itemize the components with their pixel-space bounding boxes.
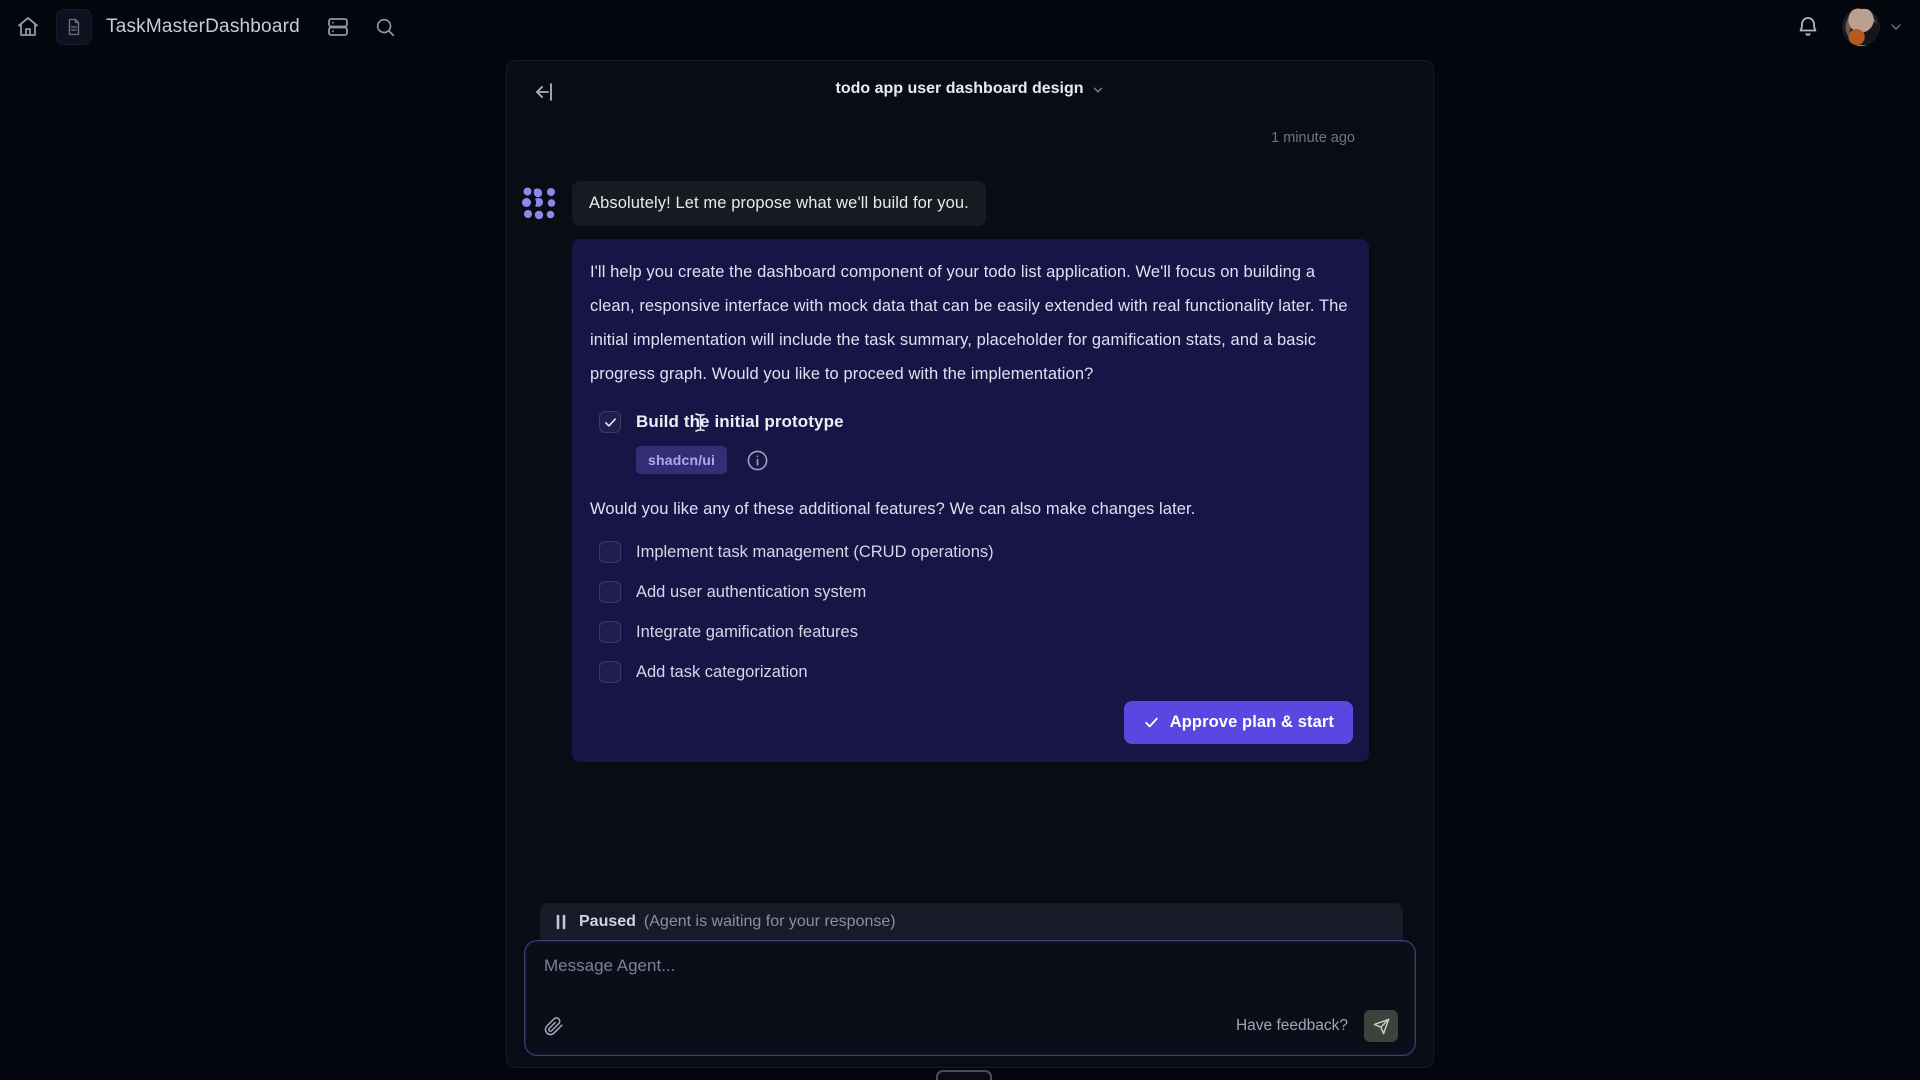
primary-task-checkbox[interactable] [599,411,621,433]
database-stack-icon[interactable] [326,15,350,39]
status-detail: (Agent is waiting for your response) [643,913,896,930]
primary-task-label: Build the initial prototype [636,412,844,431]
home-icon[interactable] [16,15,40,39]
checkmark-icon [603,415,618,430]
option-row-task-management [599,541,1353,563]
agent-message-row [521,181,986,226]
framework-badge[interactable]: shadcn/ui [636,446,727,474]
chat-title-chevron-down-icon [1091,83,1105,97]
info-icon[interactable] [746,449,769,472]
primary-task-row [588,411,1353,433]
user-avatar[interactable] [1842,8,1880,46]
option-checkbox[interactable] [599,621,621,643]
mouse-cursor [695,413,706,432]
topbar [0,0,1920,54]
agent-logo-icon [521,185,557,221]
approve-row [588,701,1353,744]
option-checkbox[interactable] [599,581,621,603]
pause-icon [554,914,568,930]
agent-chat-panel [506,60,1434,1068]
approve-plan-button[interactable] [1124,701,1353,744]
option-label: Implement task management (CRUD operations) [636,542,994,561]
option-checkbox[interactable] [599,541,621,563]
option-row-gamification [599,621,1353,643]
send-paper-plane-icon [1373,1018,1390,1035]
composer-toolbar [544,1010,1398,1042]
checkmark-icon [1143,714,1160,731]
file-icon[interactable] [56,9,92,45]
option-label: Add user authentication system [636,582,867,601]
status-state: Paused [579,913,636,930]
message-input[interactable] [544,956,1398,976]
send-button[interactable] [1364,1010,1398,1042]
chat-header [507,61,1433,125]
account-chevron-down-icon[interactable] [1888,19,1904,35]
panel-resize-handle[interactable] [936,1070,992,1080]
option-label: Add task categorization [636,662,808,681]
app-title: TaskMasterDashboard [106,16,300,37]
approve-plan-label: Approve plan & start [1169,713,1334,731]
option-checkbox[interactable] [599,661,621,683]
agent-message-bubble: Absolutely! Let me propose what we'll build for you. [572,181,986,226]
plan-question-text: Would you like any of these additional features? We can also make changes later. [590,500,1196,518]
plan-proposal-card [572,239,1369,762]
option-row-categorization [599,661,1353,683]
search-icon[interactable] [374,16,396,38]
task-meta-row [588,446,1353,474]
plan-intro-text: I'll help you create the dashboard component of your todo list application. We'll focus on building a clean, responsive interface with mock data that can be easily extended with real functionality later. The initial implementation will include the task summary, placeholder for gamification stats, and a basic progress graph. Would you like to proceed with the implementation? [590,263,1348,383]
attach-paperclip-icon[interactable] [544,1016,564,1036]
agent-status-bar [540,903,1403,941]
message-timestamp: 1 minute ago [1271,130,1355,146]
chat-title-dropdown[interactable] [507,80,1433,98]
chat-title: todo app user dashboard design [835,80,1084,97]
option-row-authentication [599,581,1353,603]
notifications-bell-icon[interactable] [1796,15,1820,39]
message-composer[interactable] [525,941,1415,1055]
option-label: Integrate gamification features [636,622,858,641]
feature-options-list [588,541,1353,683]
feedback-link[interactable]: Have feedback? [1235,1017,1348,1034]
